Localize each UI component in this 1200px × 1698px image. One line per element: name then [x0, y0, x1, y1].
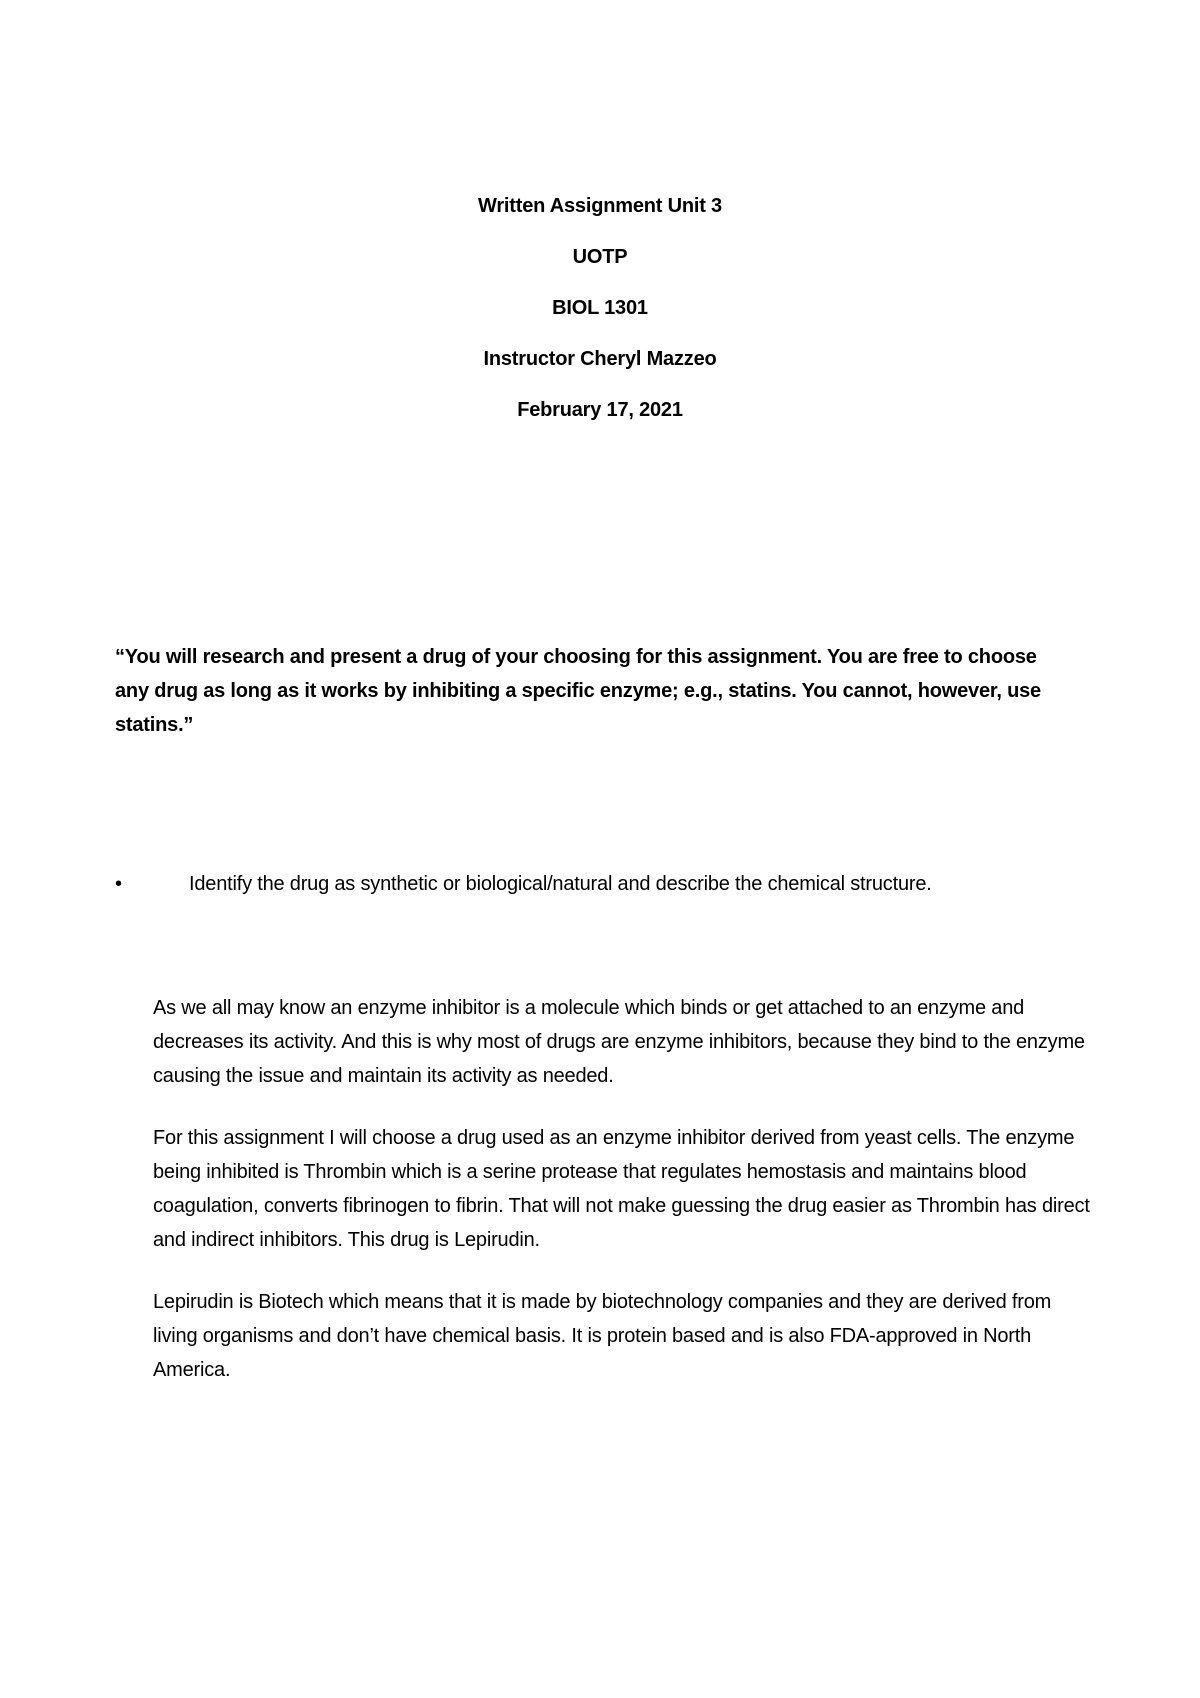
paragraph-drug-choice: For this assignment I will choose a drug used as an enzyme inhibitor derived from yeast cells. The enzyme being inhibited is Thrombin which is a serine protease that regulates hemostasis and maintains blood coagulation, converts fibrinogen to fibrin. That will not make guessing the drug easier as Thrombin has direct and indirect inhibitors. This drug is Lepirudin. — [153, 1127, 1090, 1251]
bullet-text: Identify the drug as synthetic or biological/natural and describe the chemical structure. — [189, 873, 932, 895]
assignment-title: Written Assignment Unit 3 — [478, 195, 722, 217]
course-code: BIOL 1301 — [552, 297, 648, 319]
date: February 17, 2021 — [517, 399, 683, 421]
institution: UOTP — [572, 246, 628, 268]
paragraph-lepirudin: Lepirudin is Biotech which means that it is made by biotechnology companies and they are derived from living organisms and don’t have chemical basis. It is protein based and is also FDA-approved in North America. — [153, 1291, 1052, 1381]
paragraph-enzyme-inhibitor: As we all may know an enzyme inhibitor is a molecule which binds or get attached to an enzyme and decreases its activity. And this is why most of drugs are enzyme inhibitors, because they bind to the enzyme causing the issue and maintain its activity as needed. — [153, 997, 1085, 1087]
body-text — [153, 991, 1093, 1415]
instructor: Instructor Cheryl Mazzeo — [483, 348, 717, 370]
assignment-prompt: “You will research and present a drug of your choosing for this assignment. You are free to choose any drug as long as it works by inhibiting a specific enzyme; e.g., statins. You cannot, however, use statins.” — [115, 646, 1041, 736]
title-block — [0, 193, 1200, 448]
bullet-icon: • — [115, 873, 123, 895]
